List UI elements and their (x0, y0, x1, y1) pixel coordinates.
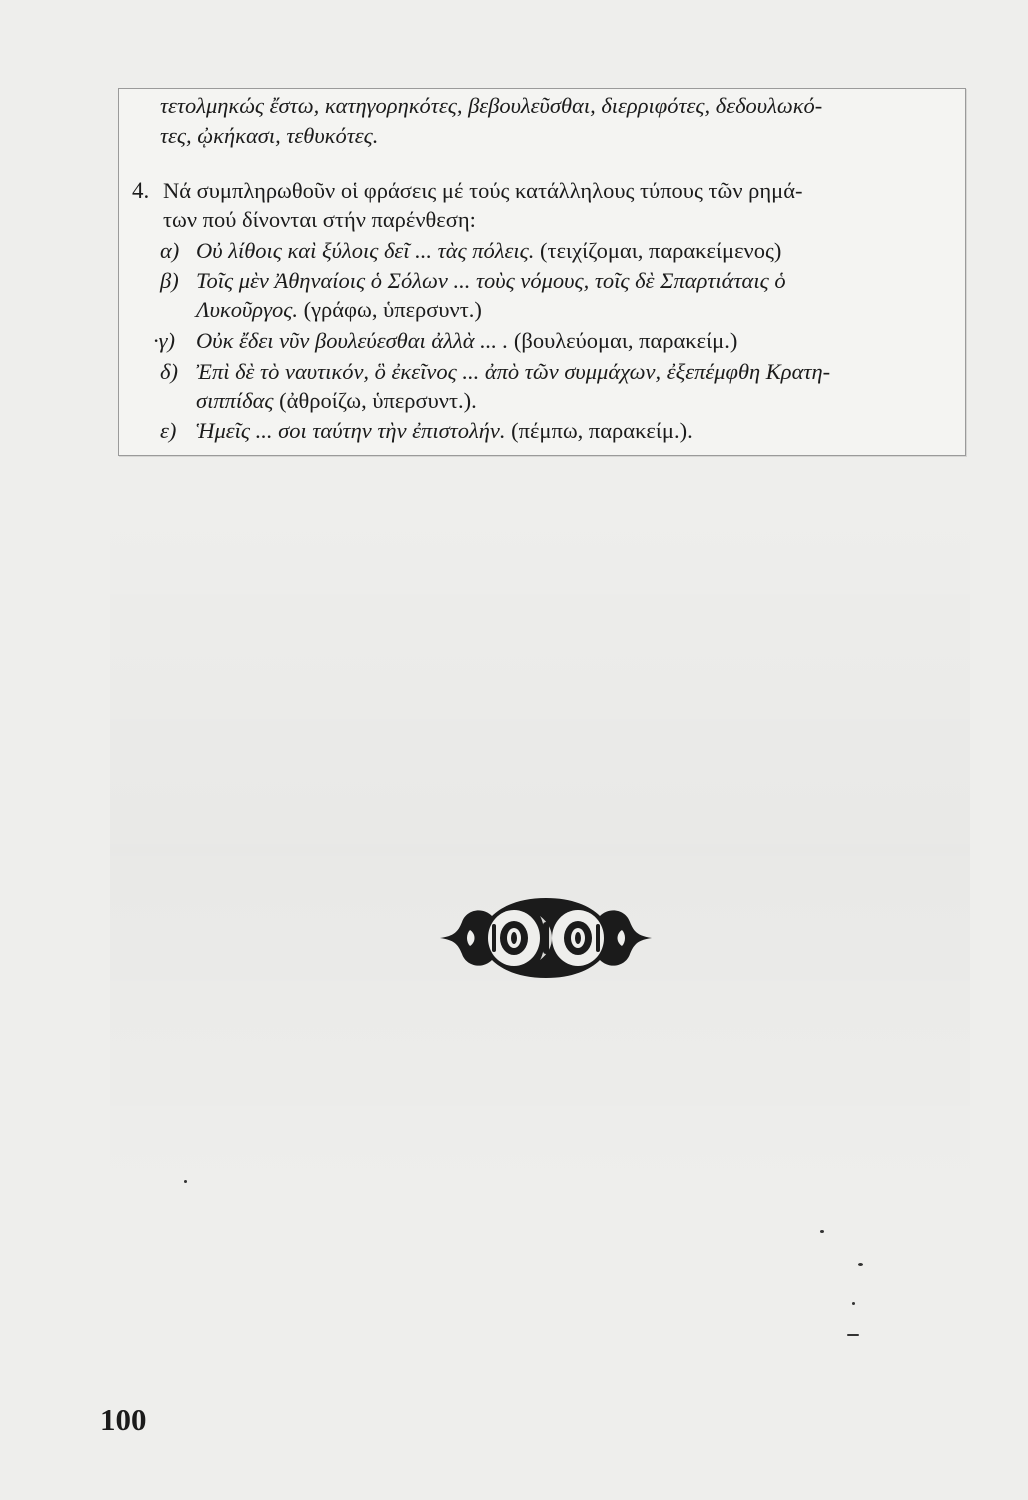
ornament-icon (436, 892, 656, 984)
item-c-hint: (βουλεύομαι, παρακείμ.) (513, 328, 738, 353)
item-d-continuation (196, 387, 477, 415)
item-marker-e: ε) (160, 418, 177, 443)
instruction-line-2: των πού δίνονται στήν παρένθεση: (163, 207, 476, 232)
header-line-2: τες, ᾠκήκασι, τεθυκότες. (160, 123, 379, 148)
item-b-text: Τοῖς μὲν Ἀθηναίοις ὁ Σόλων ... τοὺς νόμους, τοῖς δὲ Σπαρτιάταις ὁ (196, 268, 786, 293)
instruction-line-1: Νά συμπληρωθοῦν οἱ φράσεις μέ τούς κατάλληλους τύπους τῶν ρημά- (163, 178, 803, 203)
item-marker-d: δ) (160, 359, 178, 384)
item-e (196, 417, 693, 445)
item-marker-c: ·γ) (153, 328, 175, 353)
item-e-text: Ἡμεῖς ... σοι ταύτην τὴν ἐπιστολήν. (196, 418, 506, 443)
item-e-hint: (πέμπω, παρακείμ.). (511, 418, 693, 443)
item-d-cont-text: σιππίδας (196, 388, 274, 413)
item-marker-b: β) (160, 268, 179, 293)
item-b-hint: (γράφω, ὑπερσυντ.) (303, 297, 482, 322)
item-c (196, 327, 737, 355)
item-a (196, 237, 781, 265)
item-a-hint: (τειχίζομαι, παρακείμενος) (540, 238, 782, 263)
item-b-continuation (196, 296, 482, 324)
exercise-number: 4. (132, 178, 150, 203)
item-d-hint: (ἀθροίζω, ὑπερσυντ.). (279, 388, 477, 413)
item-b-cont-text: Λυκοῦργος. (196, 297, 298, 322)
bleed-through-shadow (110, 500, 970, 1200)
page-number: 100 (100, 1402, 147, 1437)
item-d-text: Ἐπὶ δὲ τὸ ναυτικόν, ὃ ἐκεῖνος ... ἀπὸ τῶν συμμάχων, ἐξεπέμφθη Κρατη- (196, 359, 831, 384)
item-marker-a: α) (160, 238, 180, 263)
item-c-text: Οὐκ ἔδει νῦν βουλεύεσθαι ἀλλὰ ... . (196, 328, 509, 353)
item-a-text: Οὐ λίθοις καὶ ξύλοις δεῖ ... τὰς πόλεις. (196, 238, 535, 263)
header-line-1: τετολμηκώς ἔστω, κατηγορηκότες, βεβουλεῦσθαι, διερριφότες, δεδουλωκό- (160, 93, 823, 118)
